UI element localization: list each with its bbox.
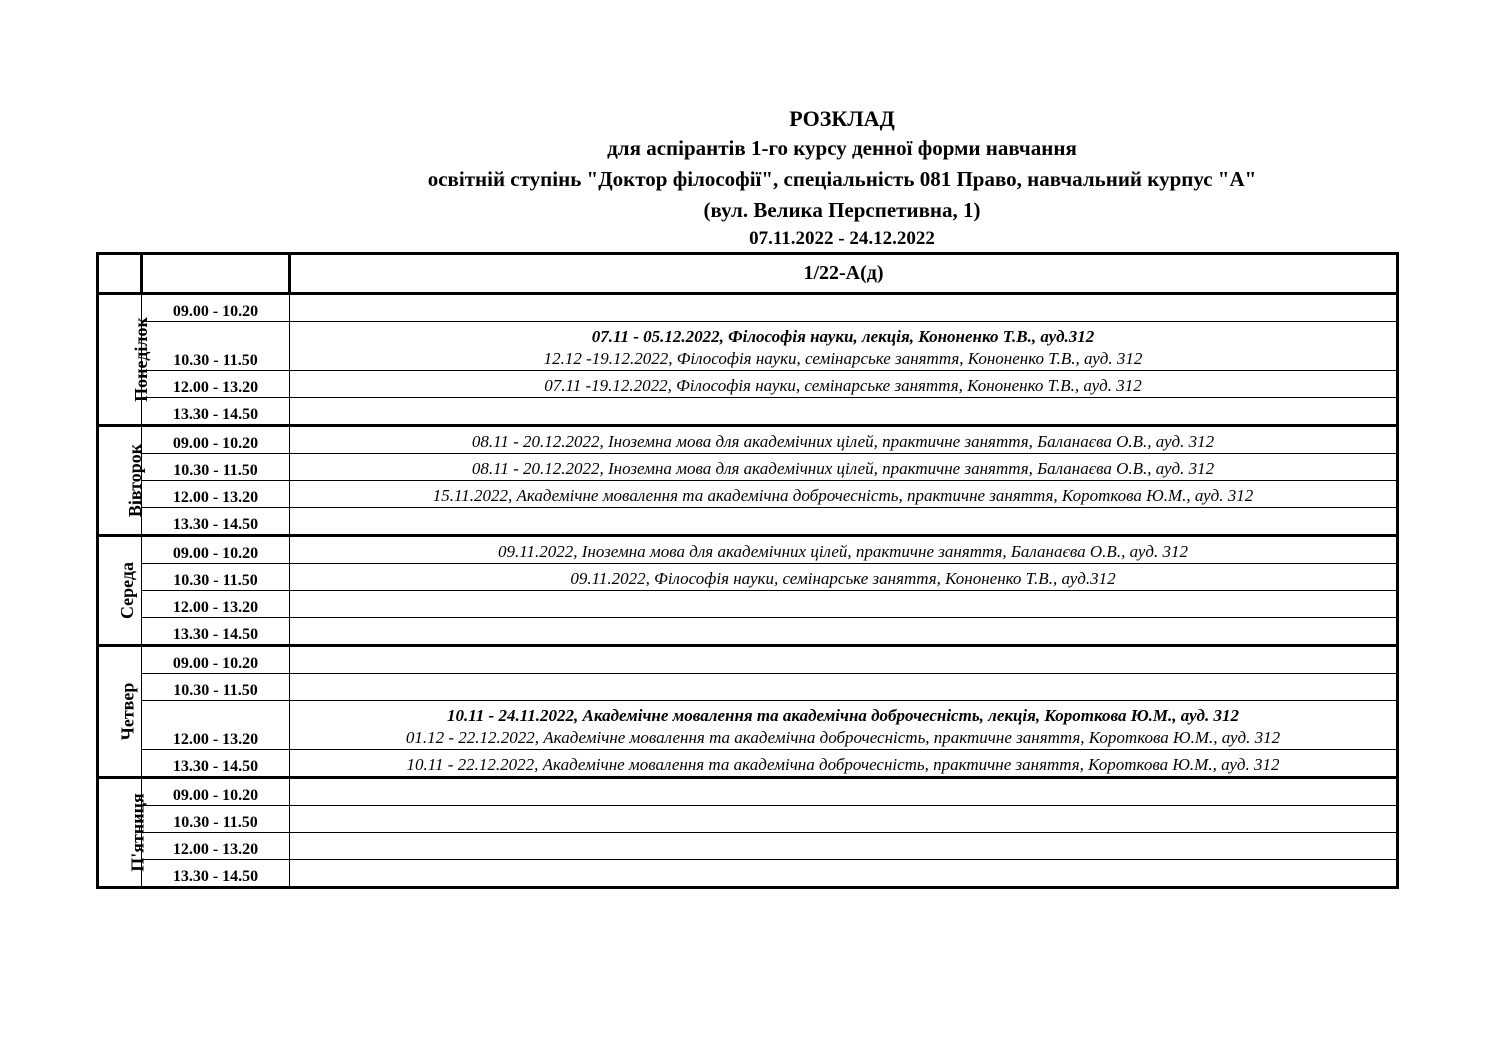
- class-cell: [290, 701, 1398, 750]
- schedule-row: [98, 778, 1398, 806]
- time-slot: 13.30 - 14.50: [142, 508, 290, 536]
- class-cell: [290, 398, 1398, 426]
- schedule-row: [98, 701, 1398, 750]
- class-cell: [290, 426, 1398, 454]
- schedule-row: [98, 536, 1398, 564]
- document-title: РОЗКЛАД: [789, 106, 895, 131]
- time-slot: 10.30 - 11.50: [142, 806, 290, 833]
- day-name: Четвер: [117, 682, 138, 741]
- time-slot: 12.00 - 13.20: [142, 481, 290, 508]
- class-cell: [290, 591, 1398, 618]
- class-text: 08.11 - 20.12.2022, Іноземна мова для академічних цілей, практичне заняття, Баланаєва О.В., ауд. 312: [471, 459, 1215, 478]
- class-cell: [290, 646, 1398, 674]
- class-cell: [290, 322, 1398, 371]
- document-header: [330, 104, 1354, 252]
- subtitle-address: (вул. Велика Перспетивна, 1): [703, 198, 981, 222]
- subtitle-program: освітній ступінь "Доктор філософії", спеціальність 081 Право, навчальний курпус "А": [427, 167, 1257, 191]
- schedule-row: [98, 322, 1398, 371]
- time-slot: 10.30 - 11.50: [142, 454, 290, 481]
- class-cell: [290, 618, 1398, 646]
- schedule-row: [98, 294, 1398, 322]
- schedule-row: [98, 860, 1398, 888]
- time-slot: 12.00 - 13.20: [142, 371, 290, 398]
- schedule-row: [98, 618, 1398, 646]
- class-cell: [290, 674, 1398, 701]
- day-name: Вівторок: [125, 443, 146, 518]
- class-cell: [290, 778, 1398, 806]
- class-text: 10.11 - 22.12.2022, Академічне мовалення та академічна доброчесність, практичне заняття, Короткова Ю.М., ауд. 312: [406, 755, 1280, 774]
- time-slot: 10.30 - 11.50: [142, 674, 290, 701]
- day-cell: [98, 426, 146, 536]
- schedule-row: [98, 833, 1398, 860]
- schedule-row: [98, 674, 1398, 701]
- time-slot: 09.00 - 10.20: [142, 778, 290, 806]
- time-slot: 09.00 - 10.20: [142, 294, 290, 322]
- class-cell: [290, 564, 1398, 591]
- table-header-row: [98, 254, 1398, 294]
- schedule-table: [96, 252, 1399, 889]
- time-slot: 12.00 - 13.20: [142, 701, 290, 750]
- day-name: Середа: [117, 561, 138, 620]
- day-cell: [98, 646, 142, 778]
- schedule-row: [98, 371, 1398, 398]
- time-slot: 09.00 - 10.20: [142, 646, 290, 674]
- day-cell: [98, 294, 151, 426]
- class-text: 08.11 - 20.12.2022, Іноземна мова для академічних цілей, практичне заняття, Баланаєва О.В., ауд. 312: [471, 432, 1215, 451]
- day-cell: [98, 536, 142, 646]
- schedule-dates: 07.11.2022 - 24.12.2022: [749, 228, 935, 249]
- class-cell: [290, 536, 1398, 564]
- schedule-row: [98, 806, 1398, 833]
- class-cell: [290, 860, 1398, 888]
- time-slot: 13.30 - 14.50: [142, 398, 290, 426]
- group-header: 1/22-А(д): [290, 254, 1398, 294]
- class-cell: [290, 508, 1398, 536]
- time-slot: 13.30 - 14.50: [142, 860, 290, 888]
- subtitle-audience: для аспірантів 1-го курсу денної форми навчання: [607, 136, 1077, 160]
- day-name: Понеділок: [130, 317, 151, 402]
- schedule-row: [98, 508, 1398, 536]
- schedule-row: [98, 564, 1398, 591]
- class-cell: [290, 481, 1398, 508]
- class-cell: [290, 806, 1398, 833]
- time-slot: 12.00 - 13.20: [142, 591, 290, 618]
- class-text: 01.12 - 22.12.2022, Академічне мовалення та академічна доброчесність, практичне заняття, Короткова Ю.М., ауд. 312: [405, 728, 1281, 747]
- class-cell: [290, 750, 1398, 778]
- day-name: П'ятниця: [127, 793, 148, 872]
- class-text: 07.11 -19.12.2022, Філософія науки, семінарське заняття, Кононенко Т.В., ауд. 312: [544, 376, 1142, 395]
- class-text: 09.11.2022, Іноземна мова для академічних цілей, практичне заняття, Баланаєва О.В., ауд. 312: [498, 542, 1188, 561]
- time-slot: 13.30 - 14.50: [142, 750, 290, 778]
- class-cell: [290, 294, 1398, 322]
- schedule-row: [98, 481, 1398, 508]
- class-lecture-text: 10.11 - 24.11.2022, Академічне мовалення та академічна доброчесність, лекція, Короткова Ю.М., ауд. 312: [447, 706, 1239, 725]
- schedule-row: [98, 591, 1398, 618]
- time-slot: 09.00 - 10.20: [142, 426, 290, 454]
- class-cell: [290, 454, 1398, 481]
- class-text: 12.12 -19.12.2022, Філософія науки, семінарське заняття, Кононенко Т.В., ауд. 312: [543, 349, 1143, 368]
- time-slot: 12.00 - 13.20: [142, 833, 290, 860]
- day-header-cell: [98, 254, 142, 294]
- class-cell: [290, 371, 1398, 398]
- time-slot: 09.00 - 10.20: [142, 536, 290, 564]
- time-header-cell: [142, 254, 290, 294]
- class-lecture-text: 07.11 - 05.12.2022, Філософія науки, лекція, Кононенко Т.В., ауд.312: [591, 327, 1095, 346]
- schedule-row: [98, 646, 1398, 674]
- class-text: 09.11.2022, Філософія науки, семінарське заняття, Кононенко Т.В., ауд.312: [570, 569, 1116, 588]
- time-slot: 10.30 - 11.50: [142, 322, 290, 371]
- schedule-row: [98, 750, 1398, 778]
- class-cell: [290, 833, 1398, 860]
- class-text: 15.11.2022, Академічне мовалення та академічна доброчесність, практичне заняття, Короткова Ю.М., ауд. 312: [432, 486, 1254, 505]
- day-cell: [98, 778, 148, 888]
- time-slot: 10.30 - 11.50: [142, 564, 290, 591]
- schedule-row: [98, 454, 1398, 481]
- schedule-row: [98, 426, 1398, 454]
- schedule-row: [98, 398, 1398, 426]
- time-slot: 13.30 - 14.50: [142, 618, 290, 646]
